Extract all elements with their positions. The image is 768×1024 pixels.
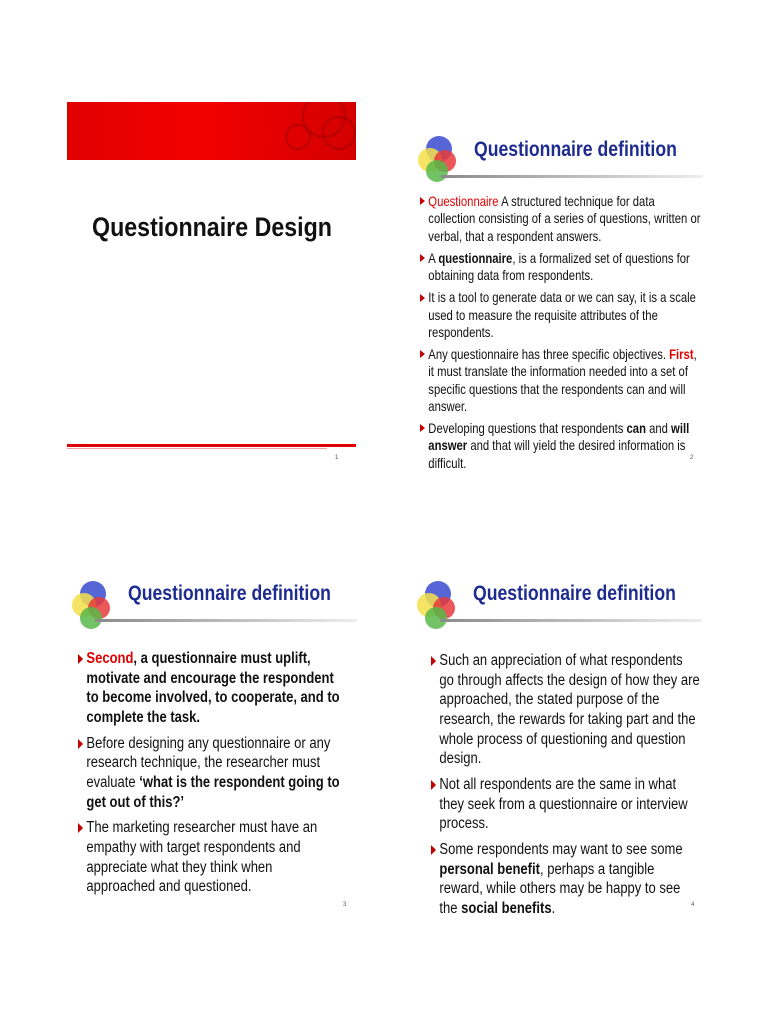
bullet-item	[431, 840, 700, 919]
bullet-item	[420, 289, 702, 341]
bullet-list	[420, 193, 720, 477]
bullet-arrow-icon	[420, 197, 425, 205]
circles-logo-icon	[415, 577, 470, 632]
bullet-text: A structured technique for data collection consisting of a series of questions, written or verbal, that a respondent answers.	[428, 194, 701, 244]
bullet-text: .	[551, 900, 556, 918]
bullet-text: questionnaire	[438, 250, 513, 266]
bullet-item	[420, 193, 702, 245]
bullet-arrow-icon	[78, 823, 83, 833]
bullet-list	[431, 651, 751, 925]
bullet-text: Questionnaire	[428, 194, 499, 209]
bullet-text: Before designing any questionnaire or any research technique, the researcher must evaluate	[86, 734, 331, 792]
bullet-text: Such an appreciation of what respondents go through affects the design of how they are approached, the stated purpose of the research, the rewards for taking part and the whole process of questioning and question design.	[439, 652, 700, 768]
bullet-arrow-icon	[431, 656, 436, 666]
bullet-item	[431, 651, 700, 769]
bullet-text: Any questionnaire has three specific objectives.	[428, 347, 670, 362]
header-rule	[440, 619, 702, 622]
bullet-text: The marketing researcher must have an empathy with target respondents and appreciate what they think when approached and questioned.	[86, 819, 318, 896]
bullet-item	[431, 775, 700, 834]
bullet-text: Not all respondents are the same in what they seek from a questionnaire or interview process.	[439, 776, 688, 833]
bullet-arrow-icon	[420, 294, 425, 302]
bullet-item	[420, 250, 702, 285]
bullet-item	[78, 734, 343, 813]
bullet-text: A	[428, 250, 439, 266]
bullet-text: Some respondents may want to see some	[439, 841, 683, 859]
bullet-text: can	[626, 421, 646, 436]
red-banner	[67, 102, 356, 160]
bullet-text: ‘what is the respondent going to get out of this?’	[86, 774, 340, 811]
header-rule	[95, 619, 357, 622]
bullet-text: , it must translate the information needed into a set of specific questions that the respondents can and will answer.	[428, 347, 697, 414]
slide-1	[67, 100, 357, 472]
bullet-arrow-icon	[431, 845, 436, 855]
bullet-text: , is a formalized set of questions for obtaining data from respondents.	[428, 250, 690, 283]
divider-line	[67, 444, 356, 447]
page-number: 2	[690, 455, 694, 461]
bullet-text: First	[669, 347, 694, 362]
bullet-arrow-icon	[420, 350, 425, 358]
slide-title: Questionnaire definition	[128, 582, 331, 605]
slide-4	[415, 577, 705, 917]
bullet-list	[78, 649, 393, 903]
bullet-text: and	[645, 421, 672, 436]
bullet-text: Second	[86, 650, 134, 667]
bullet-text: and that will yield the desired information is difficult.	[428, 438, 686, 471]
bullet-text: , perhaps a tangible reward, while others may be happy to see the	[439, 860, 681, 918]
page-number: 4	[691, 902, 695, 908]
bullet-text: social benefits	[461, 900, 552, 918]
bullet-text: will answer	[428, 421, 690, 454]
circles-logo-icon	[70, 577, 125, 632]
page-number: 3	[343, 902, 347, 908]
bullet-item	[420, 346, 702, 415]
bullet-arrow-icon	[420, 424, 425, 432]
bullet-arrow-icon	[420, 254, 425, 262]
bullet-item	[420, 420, 702, 472]
bullet-text: Developing questions that respondents	[428, 421, 627, 436]
bullet-arrow-icon	[78, 654, 83, 664]
bullet-text: It is a tool to generate data or we can say, it is a scale used to measure the requisite attributes of the respondents.	[428, 290, 696, 340]
bullet-arrow-icon	[78, 739, 83, 749]
slide-3	[70, 577, 360, 917]
slide-title: Questionnaire Design	[92, 212, 332, 242]
bullet-arrow-icon	[431, 780, 436, 790]
bullet-item	[78, 818, 343, 897]
slide-title: Questionnaire definition	[474, 138, 677, 161]
page-number: 1	[335, 455, 339, 461]
bullet-text: , a questionnaire must uplift, motivate and encourage the respondent to become involved, to cooperate, and to complete the task.	[86, 650, 340, 727]
slide-title: Questionnaire definition	[473, 582, 676, 605]
bullet-text: personal benefit	[439, 860, 540, 878]
slide-2	[418, 130, 703, 475]
divider-shadow	[67, 448, 327, 449]
header-rule	[441, 175, 703, 178]
bullet-item	[78, 649, 343, 728]
